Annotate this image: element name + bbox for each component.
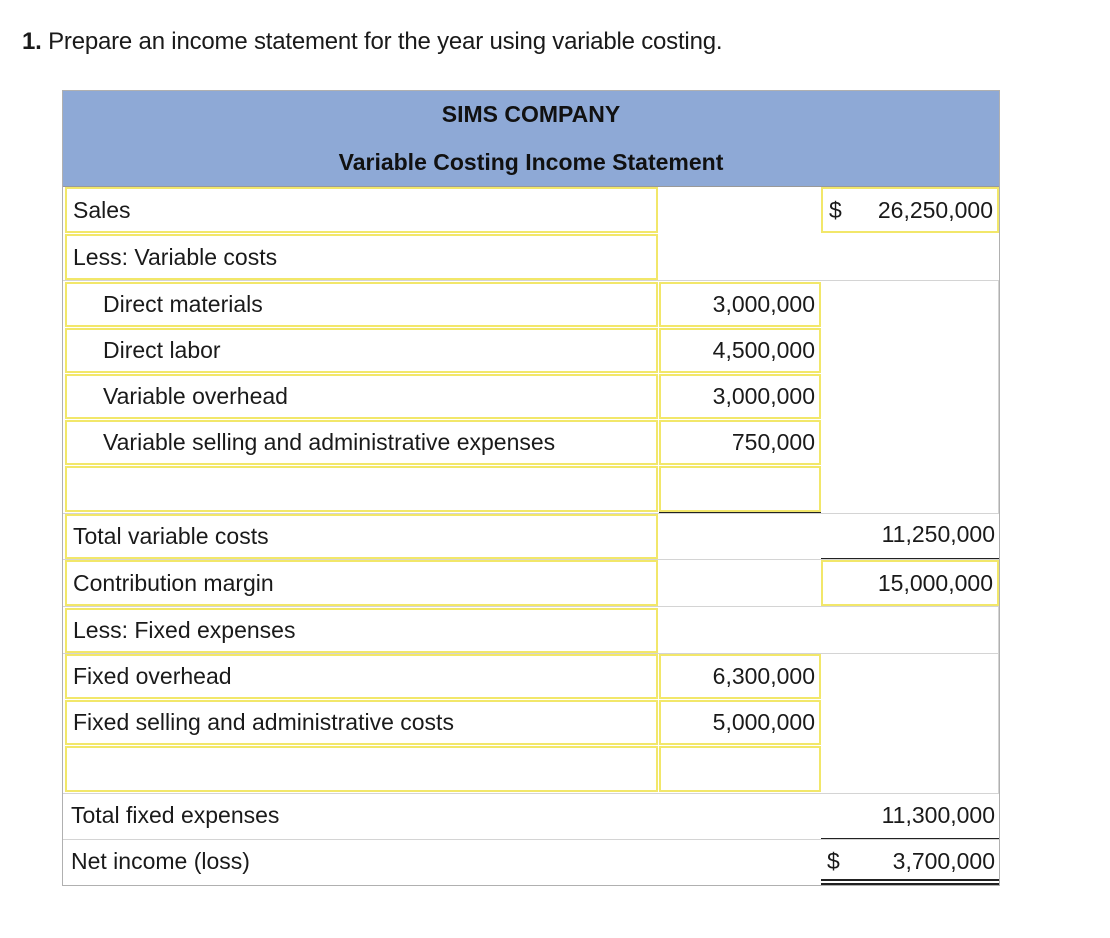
net-income-label: Net income (loss): [71, 848, 250, 874]
total-variable-costs-label[interactable]: Total variable costs: [65, 514, 658, 559]
blank-amount-field-2[interactable]: [659, 746, 821, 792]
sales-dollar-sign: $: [829, 197, 842, 223]
variable-overhead-amount[interactable]: 3,000,000: [659, 374, 821, 419]
company-name: SIMS COMPANY: [63, 91, 999, 140]
direct-labor-label[interactable]: Direct labor: [65, 328, 658, 373]
contribution-margin-amount[interactable]: 15,000,000: [821, 560, 999, 606]
net-income-dollar-sign: $: [827, 848, 840, 874]
fixed-overhead-amount[interactable]: 6,300,000: [659, 654, 821, 699]
double-underline-top: [821, 879, 999, 881]
less-fixed-expenses-label[interactable]: Less: Fixed expenses: [65, 608, 658, 653]
sales-label[interactable]: Sales: [65, 187, 658, 233]
variable-selling-admin-amount[interactable]: 750,000: [659, 420, 821, 465]
sales-col1: [659, 187, 821, 233]
variable-selling-admin-label[interactable]: Variable selling and administrative expenses: [65, 420, 658, 465]
total-fixed-expenses-amount: 11,300,000: [881, 802, 995, 828]
variable-overhead-label[interactable]: Variable overhead: [65, 374, 658, 419]
question-prompt: Prepare an income statement for the year using variable costing.: [48, 28, 723, 55]
direct-materials-label[interactable]: Direct materials: [65, 282, 658, 327]
double-underline-bottom: [821, 883, 999, 885]
total-variable-costs-amount: 11,250,000: [881, 521, 995, 547]
direct-labor-amount[interactable]: 4,500,000: [659, 328, 821, 373]
sales-amount: 26,250,000: [877, 197, 993, 223]
question-text: [22, 28, 722, 56]
contribution-margin-label[interactable]: Contribution margin: [65, 560, 658, 606]
fixed-selling-admin-label[interactable]: Fixed selling and administrative costs: [65, 700, 658, 745]
question-number: 1.: [22, 28, 42, 55]
income-statement-table: [62, 90, 1000, 886]
blank-label-field-2[interactable]: [65, 746, 658, 792]
blank-label-field-1[interactable]: [65, 466, 658, 512]
sales-amount-field[interactable]: [821, 187, 999, 233]
net-income-amount: 3,700,000: [892, 848, 995, 874]
statement-title: Variable Costing Income Statement: [63, 139, 999, 187]
direct-materials-amount[interactable]: 3,000,000: [659, 282, 821, 327]
blank-amount-field-1[interactable]: [659, 466, 821, 512]
total-fixed-expenses-label: Total fixed expenses: [71, 802, 280, 828]
less-variable-costs-label[interactable]: Less: Variable costs: [65, 234, 658, 280]
fixed-overhead-label[interactable]: Fixed overhead: [65, 654, 658, 699]
fixed-selling-admin-amount[interactable]: 5,000,000: [659, 700, 821, 745]
